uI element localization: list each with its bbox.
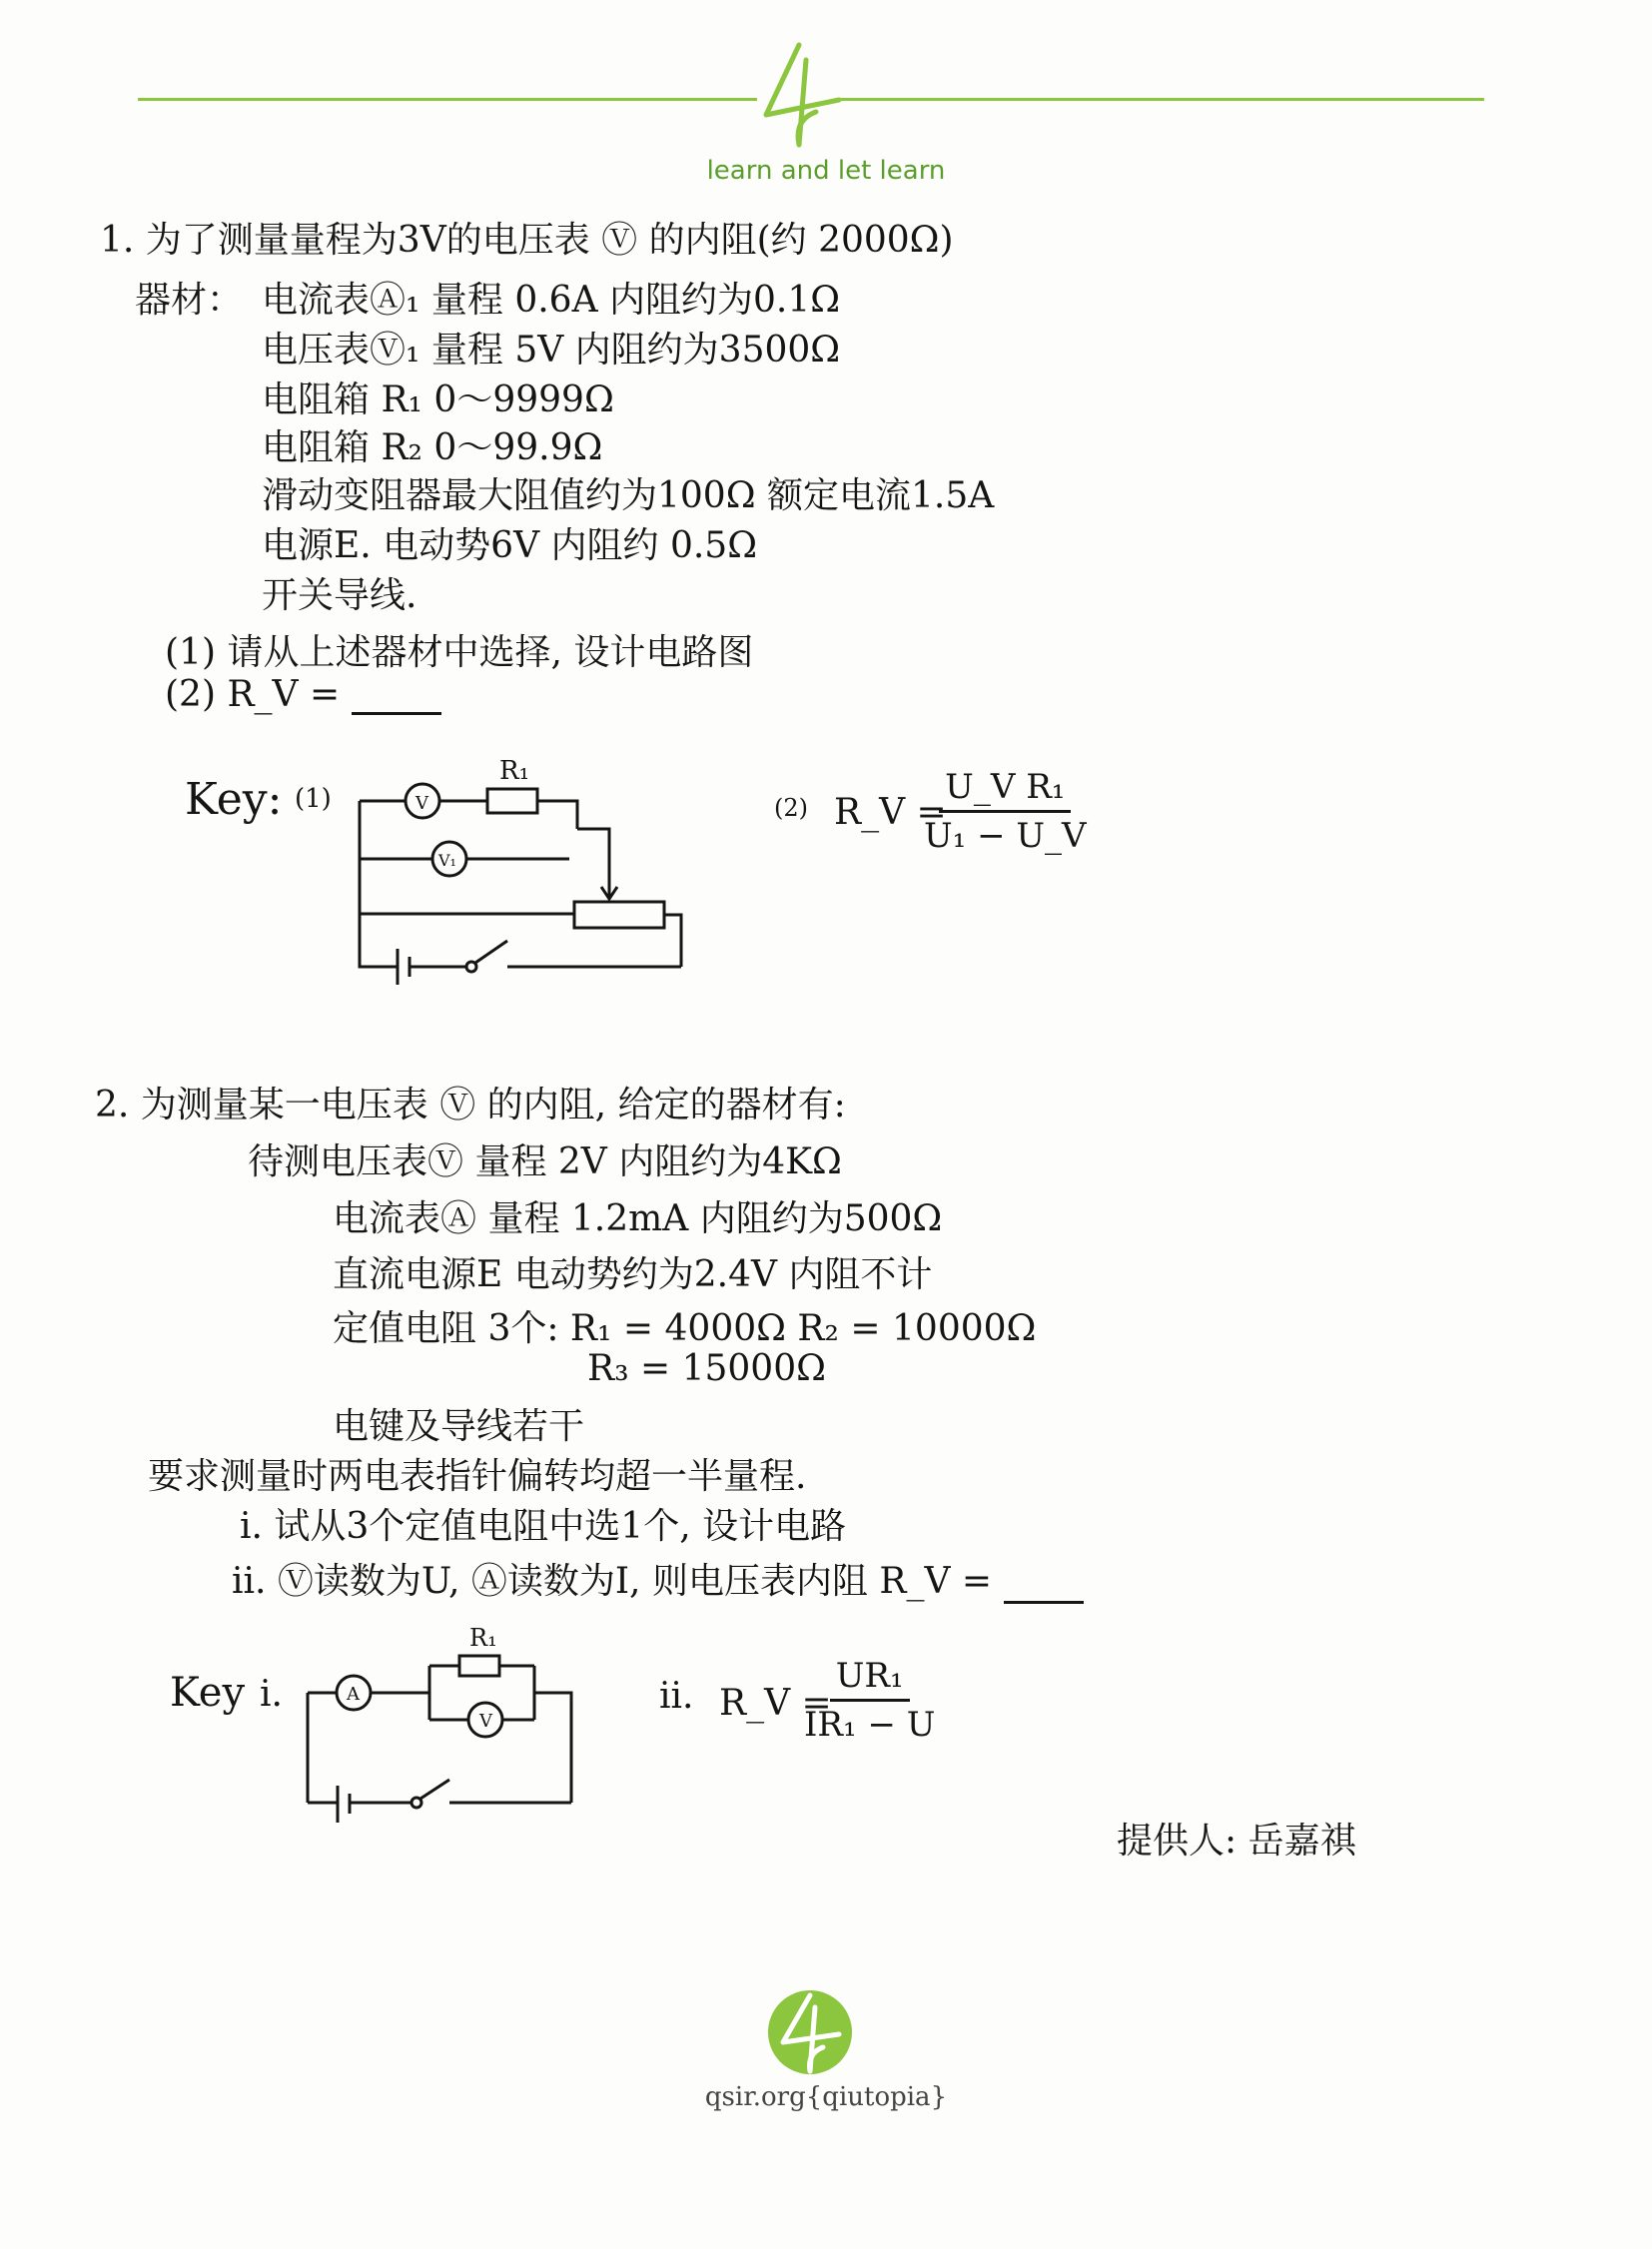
q2-equip-5: R₃ = 15000Ω — [587, 1348, 826, 1389]
tagline: learn and let learn — [706, 156, 946, 186]
q2-circuit-diagram — [300, 1618, 599, 1838]
q1-sub2-row — [165, 674, 441, 715]
q2-formula-fraction — [804, 1653, 935, 1748]
q2-diagram-a-label: A — [347, 1684, 360, 1705]
q1-answer-blank — [352, 682, 441, 715]
q1-diagram-v1-label: V₁ — [438, 851, 456, 870]
q2-title: 2. 为测量某一电压表 Ⓥ 的内阻, 给定的器材有: — [95, 1085, 846, 1125]
q2-key-label: Key — [170, 1670, 246, 1716]
q2-key-ii: ii. — [659, 1676, 694, 1717]
q1-formula-denominator: U₁ − U_V — [924, 816, 1087, 856]
q2-formula-lhs: R_V = — [719, 1683, 832, 1724]
q1-circuit-diagram — [340, 749, 699, 989]
q2-key-i: i. — [260, 1674, 283, 1715]
q1-diagram-r1-label: R₁ — [499, 756, 529, 786]
q1-sub1: (1) 请从上述器材中选择, 设计电路图 — [165, 632, 754, 673]
q2-sub-i: i. 试从3个定值电阻中选1个, 设计电路 — [240, 1506, 847, 1547]
q2-diagram-v-label: V — [479, 1711, 492, 1732]
q2-requirement: 要求测量时两电表指针偏转均超一半量程. — [148, 1456, 807, 1497]
q1-title: 1. 为了测量量程为3V的电压表 Ⓥ 的内阻(约 2000Ω) — [100, 220, 954, 261]
logo-icon — [754, 40, 854, 150]
q2-formula-denominator: IR₁ − U — [804, 1705, 936, 1745]
q2-equip-1: 待测电压表Ⓥ 量程 2V 内阻约为4KΩ — [248, 1141, 842, 1182]
q1-equip-6: 电源E. 电动势6V 内阻约 0.5Ω — [262, 525, 758, 566]
q1-formula-fraction — [924, 764, 1087, 859]
q2-equip-3: 直流电源E 电动势约为2.4V 内阻不计 — [333, 1254, 933, 1295]
q2-equip-4: 定值电阻 3个: R₁ = 4000Ω R₂ = 10000Ω — [333, 1308, 1037, 1349]
q1-key-part1: (1) — [295, 784, 332, 814]
q1-key-label: Key: — [185, 774, 283, 825]
provider: 提供人: 岳嘉祺 — [1117, 1821, 1356, 1862]
header-rule-left — [138, 98, 757, 101]
footer-site: qsir.org{qiutopia} — [704, 2082, 948, 2112]
footer-logo-icon — [765, 1987, 855, 2077]
header-rule-right — [841, 98, 1484, 101]
q1-equip-1: 电流表Ⓐ₁ 量程 0.6A 内阻约为0.1Ω — [262, 280, 841, 321]
q1-formula-numerator: U_V R₁ — [939, 764, 1071, 813]
q1-equip-label: 器材： — [135, 280, 244, 321]
q2-answer-blank — [1004, 1571, 1084, 1604]
q1-equip-7: 开关导线. — [262, 575, 417, 616]
q2-diagram-r1-label: R₁ — [469, 1624, 497, 1652]
q2-sub-ii: ii. Ⓥ读数为U, Ⓐ读数为I, 则电压表内阻 R_V = — [232, 1561, 993, 1602]
q2-equip-2: 电流表Ⓐ 量程 1.2mA 内阻约为500Ω — [333, 1198, 943, 1239]
q1-equip-5: 滑动变阻器最大阻值约为100Ω 额定电流1.5A — [262, 475, 995, 516]
q1-sub2: (2) R_V = — [165, 674, 341, 715]
q2-formula-numerator: UR₁ — [830, 1653, 910, 1702]
q2-equip-6: 电键及导线若干 — [333, 1406, 585, 1447]
q1-equip-4: 电阻箱 R₂ 0～99.9Ω — [262, 427, 603, 468]
q1-formula-lhs: R_V = — [834, 792, 947, 833]
q1-equip-3: 电阻箱 R₁ 0～9999Ω — [262, 379, 614, 420]
q1-diagram-v-label: V — [415, 793, 428, 814]
q1-equip-2: 电压表Ⓥ₁ 量程 5V 内阻约为3500Ω — [262, 330, 841, 371]
q2-sub-ii-row — [232, 1553, 1084, 1604]
q1-key-part2: (2) — [774, 794, 808, 822]
